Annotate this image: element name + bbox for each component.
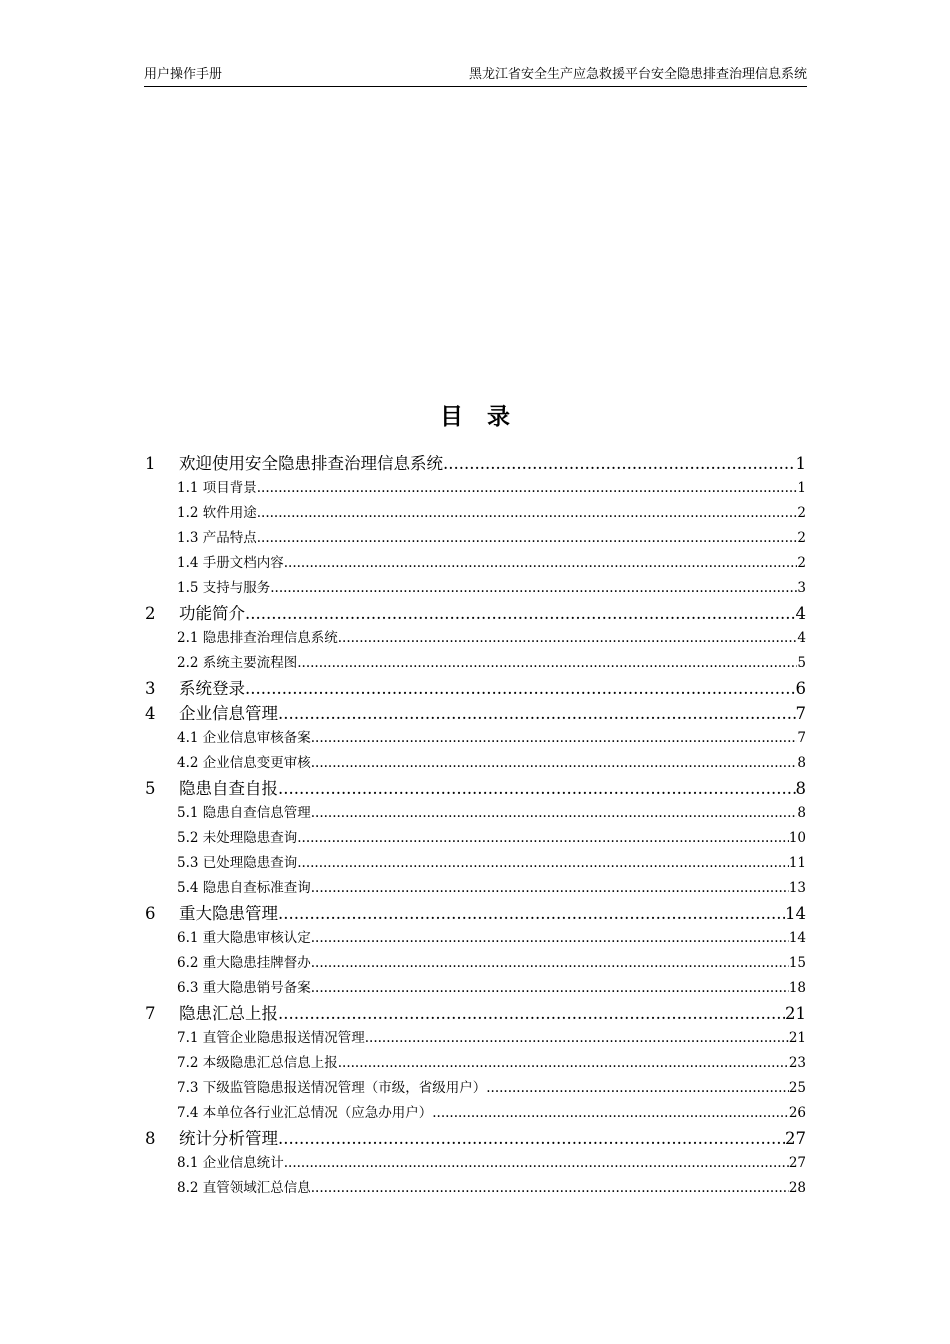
toc-section-entry[interactable] — [144, 626, 806, 651]
toc-page-number: 13 — [788, 880, 806, 896]
toc-chapter-number: 1 — [145, 454, 156, 473]
toc-section-entry[interactable] — [144, 976, 806, 1001]
toc-dot-leader — [278, 1001, 785, 1026]
toc-page-number: 21 — [788, 1030, 806, 1046]
toc-dot-leader — [311, 1176, 789, 1201]
toc-page-number: 4 — [795, 604, 806, 623]
toc-section-entry[interactable] — [144, 801, 806, 826]
toc-page-number: 2 — [797, 505, 806, 521]
toc-page-number: 2 — [797, 555, 806, 571]
toc-section-entry[interactable] — [144, 1151, 806, 1176]
toc-dot-leader — [311, 801, 798, 826]
toc-page-number: 8 — [797, 755, 806, 771]
table-of-contents — [144, 451, 806, 1201]
toc-dot-leader — [297, 851, 789, 876]
toc-section-entry[interactable] — [144, 876, 806, 901]
toc-dot-leader — [486, 1076, 789, 1101]
toc-entry-title: 欢迎使用安全隐患排查治理信息系统 — [179, 454, 443, 473]
toc-section-entry[interactable] — [144, 851, 806, 876]
toc-chapter-number: 3 — [145, 679, 156, 698]
toc-dot-leader — [311, 876, 789, 901]
toc-entry-title: 1.3 产品特点 — [177, 530, 257, 546]
toc-dot-leader — [284, 1151, 789, 1176]
toc-dot-leader — [297, 651, 797, 676]
toc-entry-title: 1.1 项目背景 — [177, 480, 257, 496]
toc-entry-title: 7.4 本单位各行业汇总情况（应急办用户） — [177, 1105, 433, 1121]
toc-section-entry[interactable] — [144, 751, 806, 776]
toc-entry-title: 8.2 直管领域汇总信息 — [177, 1180, 311, 1196]
toc-dot-leader — [257, 476, 798, 501]
toc-page-number: 8 — [797, 805, 806, 821]
toc-page-number: 11 — [788, 855, 806, 871]
toc-dot-leader — [443, 451, 796, 476]
toc-dot-leader — [284, 551, 798, 576]
toc-section-entry[interactable] — [144, 551, 806, 576]
toc-chapter-number: 5 — [145, 779, 156, 798]
toc-dot-leader — [297, 826, 789, 851]
toc-entry-title: 5.4 隐患自查标准查询 — [177, 880, 311, 896]
toc-page-number: 7 — [797, 730, 806, 746]
toc-entry-title: 统计分析管理 — [179, 1129, 278, 1148]
toc-page-number: 25 — [788, 1080, 806, 1096]
toc-chapter-number: 7 — [145, 1004, 156, 1023]
header-system-name: 黑龙江省安全生产应急救援平台安全隐患排查治理信息系统 — [468, 67, 807, 82]
toc-section-entry[interactable] — [144, 726, 806, 751]
toc-dot-leader — [245, 676, 796, 701]
toc-title: 目录 — [440, 403, 534, 430]
toc-dot-leader — [278, 1126, 785, 1151]
toc-section-entry[interactable] — [144, 1076, 806, 1101]
toc-chapter-number: 2 — [145, 604, 156, 623]
toc-dot-leader — [432, 1101, 789, 1126]
toc-page-number: 27 — [785, 1129, 806, 1148]
toc-entry-title: 7.1 直管企业隐患报送情况管理 — [177, 1030, 365, 1046]
toc-entry-title: 8.1 企业信息统计 — [177, 1155, 284, 1171]
toc-dot-leader — [311, 751, 798, 776]
toc-page-number: 28 — [788, 1180, 806, 1196]
toc-page-number: 27 — [788, 1155, 806, 1171]
toc-page-number: 2 — [797, 530, 806, 546]
toc-dot-leader — [278, 776, 796, 801]
toc-entry-title: 企业信息管理 — [179, 704, 278, 723]
toc-page-number: 26 — [788, 1105, 806, 1121]
toc-page-number: 14 — [785, 904, 806, 923]
toc-entry-title: 6.3 重大隐患销号备案 — [177, 980, 311, 996]
toc-section-entry[interactable] — [144, 501, 806, 526]
toc-chapter-entry[interactable] — [144, 676, 806, 701]
toc-entry-title: 2.2 系统主要流程图 — [177, 655, 298, 671]
toc-entry-title: 隐患汇总上报 — [179, 1004, 278, 1023]
toc-entry-title: 1.2 软件用途 — [177, 505, 257, 521]
toc-chapter-entry[interactable] — [144, 701, 806, 726]
page-header — [144, 66, 807, 87]
toc-section-entry[interactable] — [144, 1101, 806, 1126]
toc-page-number: 4 — [797, 630, 806, 646]
toc-page-number: 14 — [788, 930, 806, 946]
toc-page-number: 10 — [788, 830, 806, 846]
toc-dot-leader — [311, 976, 789, 1001]
toc-dot-leader — [338, 1051, 789, 1076]
toc-entry-title: 4.1 企业信息审核备案 — [177, 730, 311, 746]
toc-chapter-number: 4 — [145, 704, 156, 723]
toc-chapter-number: 6 — [145, 904, 156, 923]
toc-chapter-number: 8 — [145, 1129, 156, 1148]
toc-page-number: 1 — [797, 480, 806, 496]
toc-chapter-entry[interactable] — [144, 901, 806, 926]
toc-section-entry[interactable] — [144, 526, 806, 551]
toc-dot-leader — [311, 726, 798, 751]
toc-page-number: 3 — [797, 580, 806, 596]
toc-entry-title: 系统登录 — [179, 679, 245, 698]
toc-entry-title: 5.2 未处理隐患查询 — [177, 830, 298, 846]
toc-dot-leader — [365, 1026, 789, 1051]
toc-page-number: 6 — [795, 679, 806, 698]
toc-page-number: 8 — [795, 779, 806, 798]
toc-entry-title: 6.2 重大隐患挂牌督办 — [177, 955, 311, 971]
toc-chapter-entry[interactable] — [144, 1001, 806, 1026]
toc-section-entry[interactable] — [144, 651, 806, 676]
toc-entry-title: 2.1 隐患排查治理信息系统 — [177, 630, 338, 646]
toc-chapter-entry[interactable] — [144, 451, 806, 476]
toc-entry-title: 5.3 已处理隐患查询 — [177, 855, 298, 871]
toc-section-entry[interactable] — [144, 1176, 806, 1201]
toc-entry-title: 1.5 支持与服务 — [177, 580, 271, 596]
toc-entry-title: 重大隐患管理 — [179, 904, 278, 923]
toc-section-entry[interactable] — [144, 1026, 806, 1051]
toc-section-entry[interactable] — [144, 926, 806, 951]
toc-section-entry[interactable] — [144, 951, 806, 976]
toc-dot-leader — [311, 951, 789, 976]
toc-chapter-entry[interactable] — [144, 776, 806, 801]
toc-entry-title: 5.1 隐患自查信息管理 — [177, 805, 311, 821]
toc-page-number: 7 — [795, 704, 806, 723]
toc-dot-leader — [257, 526, 798, 551]
toc-entry-title: 7.2 本级隐患汇总信息上报 — [177, 1055, 338, 1071]
toc-section-entry[interactable] — [144, 826, 806, 851]
toc-entry-title: 隐患自查自报 — [179, 779, 278, 798]
toc-dot-leader — [311, 926, 789, 951]
header-doc-type: 用户操作手册 — [144, 67, 223, 82]
toc-dot-leader — [278, 901, 785, 926]
toc-dot-leader — [270, 576, 797, 601]
toc-entry-title: 7.3 下级监管隐患报送情况管理（市级，省级用户） — [177, 1080, 487, 1096]
toc-section-entry[interactable] — [144, 576, 806, 601]
toc-entry-title: 6.1 重大隐患审核认定 — [177, 930, 311, 946]
toc-dot-leader — [278, 701, 796, 726]
toc-chapter-entry[interactable] — [144, 601, 806, 626]
toc-dot-leader — [245, 601, 796, 626]
toc-section-entry[interactable] — [144, 476, 806, 501]
toc-dot-leader — [338, 626, 798, 651]
toc-section-entry[interactable] — [144, 1051, 806, 1076]
toc-entry-title: 1.4 手册文档内容 — [177, 555, 284, 571]
toc-page-number: 21 — [785, 1004, 806, 1023]
toc-page-number: 23 — [788, 1055, 806, 1071]
toc-page-number: 1 — [795, 454, 806, 473]
toc-dot-leader — [257, 501, 798, 526]
toc-entry-title: 功能简介 — [179, 604, 245, 623]
toc-chapter-entry[interactable] — [144, 1126, 806, 1151]
toc-entry-title: 4.2 企业信息变更审核 — [177, 755, 311, 771]
toc-page-number: 18 — [788, 980, 806, 996]
toc-page-number: 5 — [797, 655, 806, 671]
toc-page-number: 15 — [788, 955, 806, 971]
